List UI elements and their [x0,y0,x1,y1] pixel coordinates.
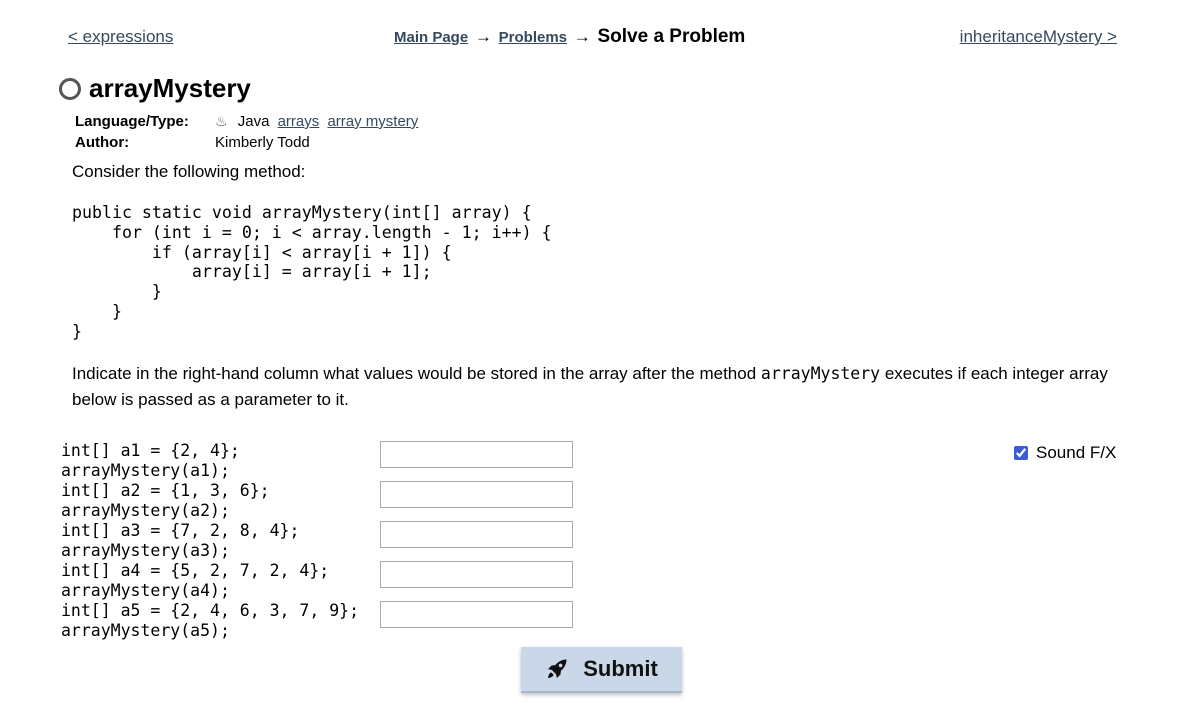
language-label: Language/Type: [75,113,189,130]
breadcrumb [394,26,745,48]
author-label: Author: [75,134,130,151]
breadcrumb-main-page[interactable]: Main Page [394,29,469,46]
language-row [75,111,418,132]
instructions-method-name: arrayMystery [760,364,881,383]
status-circle-icon [59,78,81,100]
question-code: int[] a5 = {2, 4, 6, 3, 7, 9}; arrayMystery(a5); [61,601,360,640]
rocket-icon [545,657,569,681]
problem-intro: Consider the following method: [72,162,306,181]
previous-problem-link[interactable]: < expressions [68,27,174,46]
answer-input-a1[interactable] [380,441,573,468]
top-navigation [68,26,1117,50]
author-row [75,132,418,153]
sound-fx-toggle[interactable] [1014,443,1116,463]
answer-input-a4[interactable] [380,561,573,588]
sound-fx-checkbox[interactable] [1014,446,1028,460]
instructions-text-before: Indicate in the right-hand column what values would be stored in the array after the method [72,364,761,383]
method-code-block: public static void arrayMystery(int[] array) { for (int i = 0; i < array.length - 1; i++) { if (array[i] < array[i + 1]) { array[i] = array[i + 1]; } } } [72,203,552,341]
java-coffee-icon: ♨ [215,113,228,129]
problem-header [59,72,251,104]
breadcrumb-current: Solve a Problem [597,26,746,47]
question-code: int[] a1 = {2, 4}; arrayMystery(a1); [61,441,240,480]
question-code: int[] a3 = {7, 2, 8, 4}; arrayMystery(a3); [61,521,300,560]
breadcrumb-arrow: → [573,27,591,46]
answer-input-a3[interactable] [380,521,573,548]
tag-link-array-mystery[interactable]: array mystery [327,113,419,130]
sound-fx-label: Sound F/X [1036,443,1117,462]
breadcrumb-problems[interactable]: Problems [498,29,568,46]
problem-metadata [75,111,418,153]
answer-input-a5[interactable] [380,601,573,628]
submit-button[interactable] [521,647,682,693]
answer-input-a2[interactable] [380,481,573,508]
language-name: Java [237,113,270,130]
submit-label: Submit [583,656,658,681]
language-value [215,113,418,130]
question-code: int[] a2 = {1, 3, 6}; arrayMystery(a2); [61,481,270,520]
author-name: Kimberly Todd [215,134,310,151]
problem-title: arrayMystery [89,72,251,103]
tag-link-arrays[interactable]: arrays [277,113,320,130]
breadcrumb-arrow: → [474,27,492,46]
problem-instructions [72,361,1120,413]
question-code: int[] a4 = {5, 2, 7, 2, 4}; arrayMystery(a4); [61,561,330,600]
instructions-text-after: executes if each integer array below is passed as a parameter to it. [72,364,1108,409]
next-problem-link[interactable]: inheritanceMystery > [959,27,1117,46]
